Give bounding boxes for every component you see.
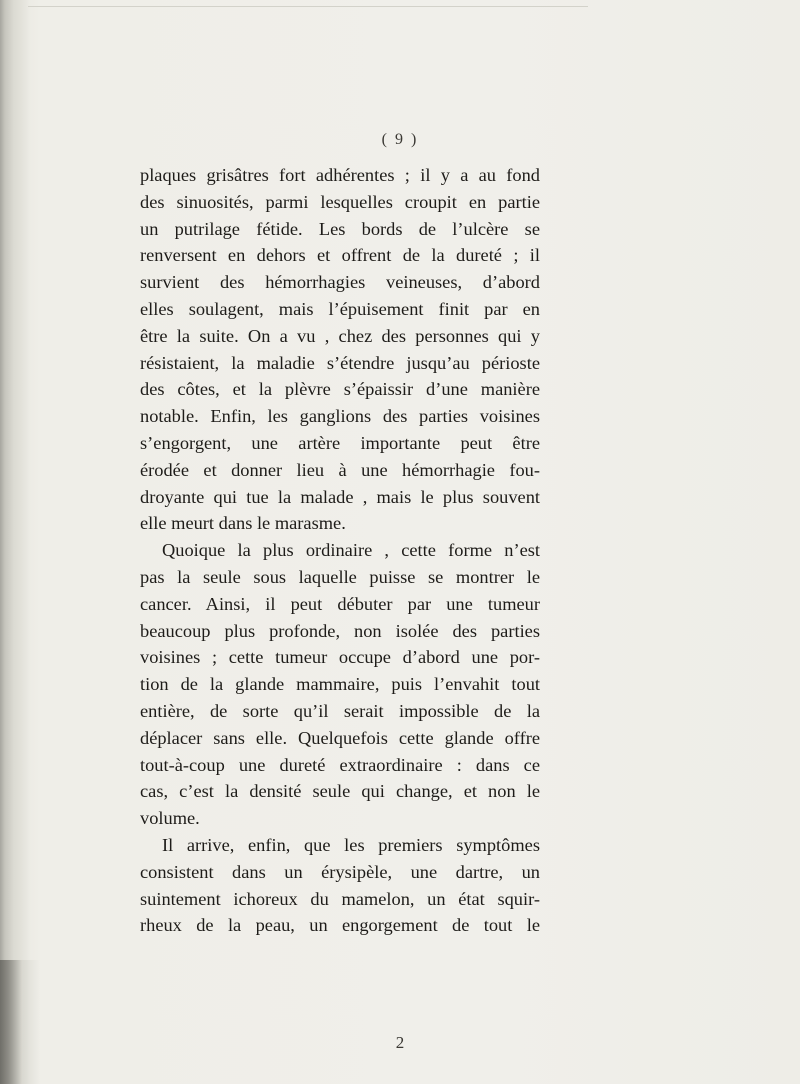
text-line: un putrilage fétide. Les bords de l’ulcère se <box>140 218 540 239</box>
text-line: droyante qui tue la malade , mais le plus souvent <box>140 486 540 507</box>
text-line: plaques grisâtres fort adhérentes ; il y a au fond <box>140 165 540 185</box>
text-line: résistaient, la maladie s’étendre jusqu’au périoste <box>140 352 540 373</box>
page-binding-edge <box>0 0 30 1084</box>
text-line: des sinuosités, parmi lesquelles croupit en partie <box>140 191 540 212</box>
text-line: consistent dans un érysipèle, une dartre, un <box>140 861 540 882</box>
text-line: volume. <box>140 808 200 829</box>
text-line: suintement ichoreux du mamelon, un état squir- <box>140 888 540 909</box>
page-binding-shadow <box>0 960 40 1084</box>
text-line: cas, c’est la densité seule qui change, et non le <box>140 781 540 802</box>
signature-mark: 2 <box>395 1033 405 1052</box>
text-line: déplacer sans elle. Quelquefois cette glande offre <box>140 727 540 748</box>
text-line: rheux de la peau, un engorgement de tout le <box>140 915 540 936</box>
paragraph-start: Il arrive, enfin, que les premiers symptômes <box>162 834 540 855</box>
text-line: voisines ; cette tumeur occupe d’abord une por- <box>140 647 540 668</box>
text-line: renversent en dehors et offrent de la dureté ; il <box>140 245 540 266</box>
text-line: elle meurt dans le marasme. <box>140 513 346 534</box>
text-line: survient des hémorrhagies veineuses, d’abord <box>140 272 540 293</box>
text-line: tout-à-coup une dureté extraordinaire : dans ce <box>140 754 540 775</box>
paragraph-start: Quoique la plus ordinaire , cette forme n’est <box>162 540 540 561</box>
text-line: entière, de sorte qu’il serait impossible de la <box>140 700 540 721</box>
page-top-edge <box>28 6 588 7</box>
text-line: tion de la glande mammaire, puis l’envahit tout <box>140 674 540 695</box>
text-line: des côtes, et la plèvre s’épaissir d’une manière <box>140 379 540 400</box>
text-line: beaucoup plus profonde, non isolée des parties <box>140 620 540 641</box>
text-line: s’engorgent, une artère importante peut être <box>140 432 540 453</box>
text-line: être la suite. On a vu , chez des personnes qui y <box>140 325 540 346</box>
text-line: elles soulagent, mais l’épuisement finit par en <box>140 298 540 319</box>
text-line: pas la seule sous laquelle puisse se montrer le <box>140 566 540 587</box>
text-line: érodée et donner lieu à une hémorrhagie fou- <box>140 459 540 480</box>
page-number: ( 9 ) <box>381 131 419 148</box>
body-text <box>140 162 540 939</box>
text-line: notable. Enfin, les ganglions des parties voisines <box>140 406 540 427</box>
text-line: cancer. Ainsi, il peut débuter par une tumeur <box>140 593 540 614</box>
